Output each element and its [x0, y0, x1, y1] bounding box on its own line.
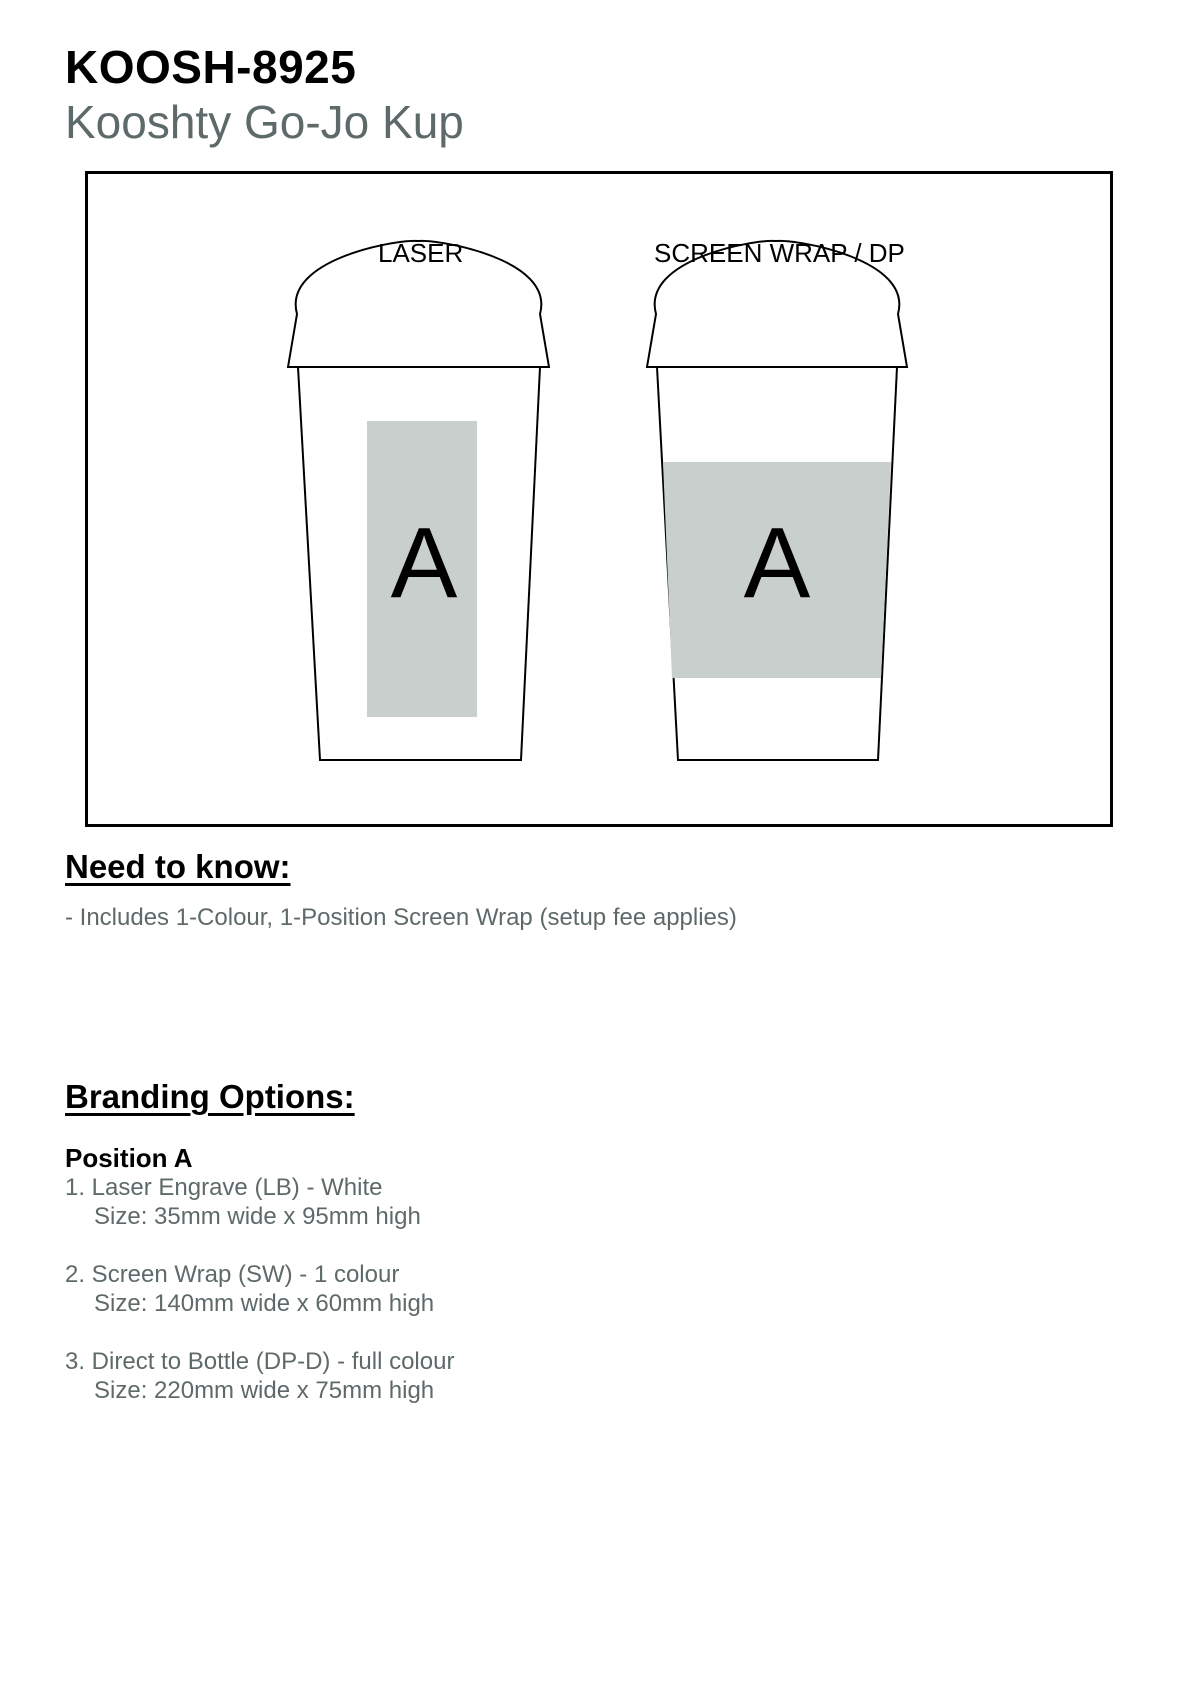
branding-option-size: Size: 140mm wide x 60mm high — [94, 1290, 435, 1317]
position-a-heading: Position A — [65, 1143, 193, 1173]
right-cup — [647, 241, 907, 760]
branding-option-title: 3. Direct to Bottle (DP-D) - full colour — [65, 1348, 455, 1375]
need-to-know-heading: Need to know: — [65, 848, 291, 885]
screen-wrap-label: SCREEN WRAP / DP — [654, 238, 905, 268]
branding-diagram — [85, 171, 1113, 827]
branding-option-size: Size: 35mm wide x 95mm high — [94, 1203, 421, 1230]
product-code: KOOSH-8925 — [65, 41, 357, 93]
product-name: Kooshty Go-Jo Kup — [65, 96, 464, 148]
left-cup — [288, 241, 549, 760]
branding-option-size: Size: 220mm wide x 75mm high — [94, 1377, 435, 1404]
laser-label: LASER — [378, 238, 464, 268]
cup-illustrations — [88, 174, 1110, 824]
branding-option-title: 2. Screen Wrap (SW) - 1 colour — [65, 1261, 400, 1288]
need-to-know-item: - Includes 1-Colour, 1-Position Screen Wrap (setup fee applies) — [65, 904, 737, 931]
branding-option-title: 1. Laser Engrave (LB) - White — [65, 1174, 383, 1201]
right-position-letter: A — [743, 507, 811, 619]
left-position-letter: A — [390, 507, 458, 619]
branding-options-heading: Branding Options: — [65, 1078, 355, 1115]
